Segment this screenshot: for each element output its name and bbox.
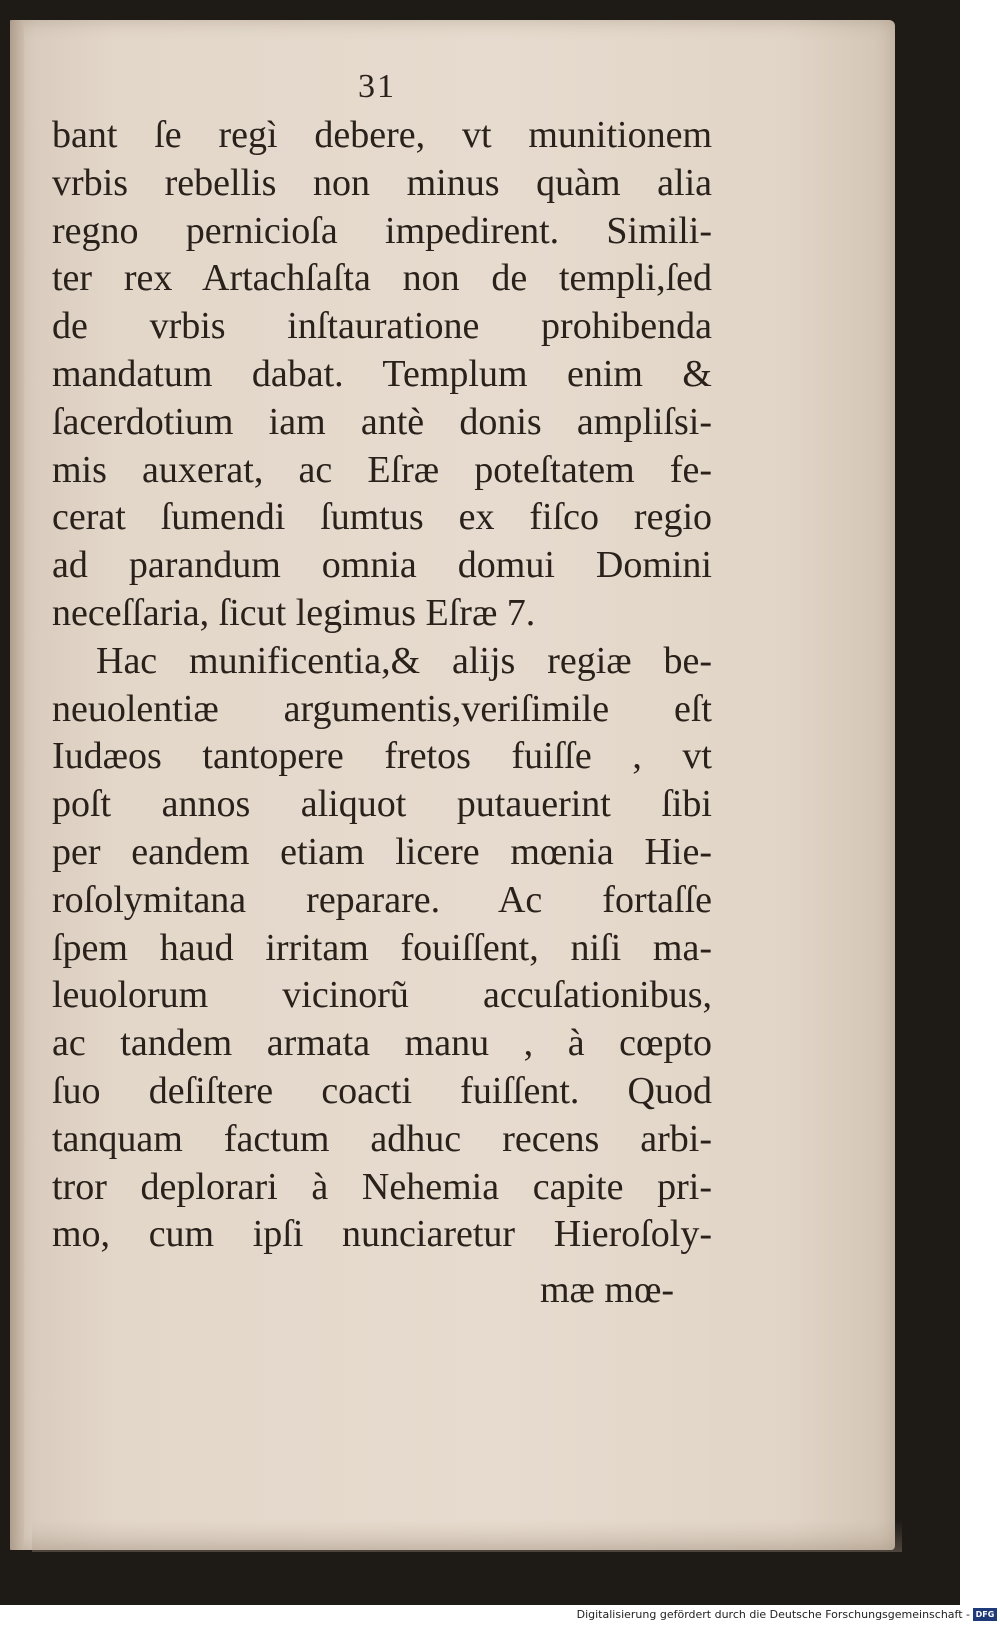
text-line: leuolorum vicinorũ accuſationibus, [52, 974, 712, 1017]
text-line: roſolymitana reparare. Ac fortaſſe [52, 878, 712, 921]
text-line: de vrbis inſtauratione prohibenda [52, 305, 712, 348]
page-bottom-edge [32, 1520, 902, 1552]
text-line: cerat ſumendi ſumtus ex fiſco regio [52, 496, 712, 539]
page-gutter-shadow [10, 20, 24, 1550]
catchword: mæ mœ- [540, 1269, 675, 1311]
text-line: ſacerdotium iam antè donis ampliſsi- [52, 400, 712, 443]
page-number: 31 [358, 68, 396, 105]
text-line: neuolentiæ argumentis,veriſimile eſt [52, 687, 712, 730]
funding-credit: Digitalisierung gefördert durch die Deutsche Forschungsgemeinschaft - [576, 1608, 970, 1621]
text-line: mo, cum ipſi nunciaretur Hieroſoly- [52, 1213, 712, 1256]
dfg-logo-icon: DFG [973, 1608, 997, 1621]
digitization-footer [0, 1605, 1000, 1625]
text-line: mis auxerat, ac Eſræ poteſtatem fe- [52, 448, 712, 491]
text-line: ad parandum omnia domui Domini [52, 544, 712, 587]
text-line: vrbis rebellis non minus quàm alia [52, 161, 712, 204]
text-line: poſt annos aliquot putauerint ſibi [52, 783, 712, 826]
text-line: ac tandem armata manu , à cœpto [52, 1022, 712, 1065]
text-line: ſpem haud irritam fouiſſent, niſi ma- [52, 926, 712, 969]
text-line: Hac munificentia,& alijs regiæ be- [96, 639, 712, 682]
text-line: regno pernicioſa impedirent. Simili- [52, 209, 712, 252]
text-line: tror deplorari à Nehemia capite pri- [52, 1165, 712, 1208]
text-line: mandatum dabat. Templum enim & [52, 352, 712, 395]
text-line: ſuo deſiſtere coacti fuiſſent. Quod [52, 1069, 712, 1112]
text-line: tanquam factum adhuc recens arbi- [52, 1117, 712, 1160]
text-line: ter rex Artachſaſta non de templi,ſed [52, 257, 712, 300]
body-text [52, 112, 712, 1259]
text-line: Iudæos tantopere fretos fuiſſe , vt [52, 735, 712, 778]
text-line: neceſſaria, ſicut legimus Eſræ 7. [52, 591, 536, 634]
text-line: bant ſe regì debere, vt munitionem [52, 114, 712, 156]
text-line: per eandem etiam licere mœnia Hie- [52, 830, 712, 873]
